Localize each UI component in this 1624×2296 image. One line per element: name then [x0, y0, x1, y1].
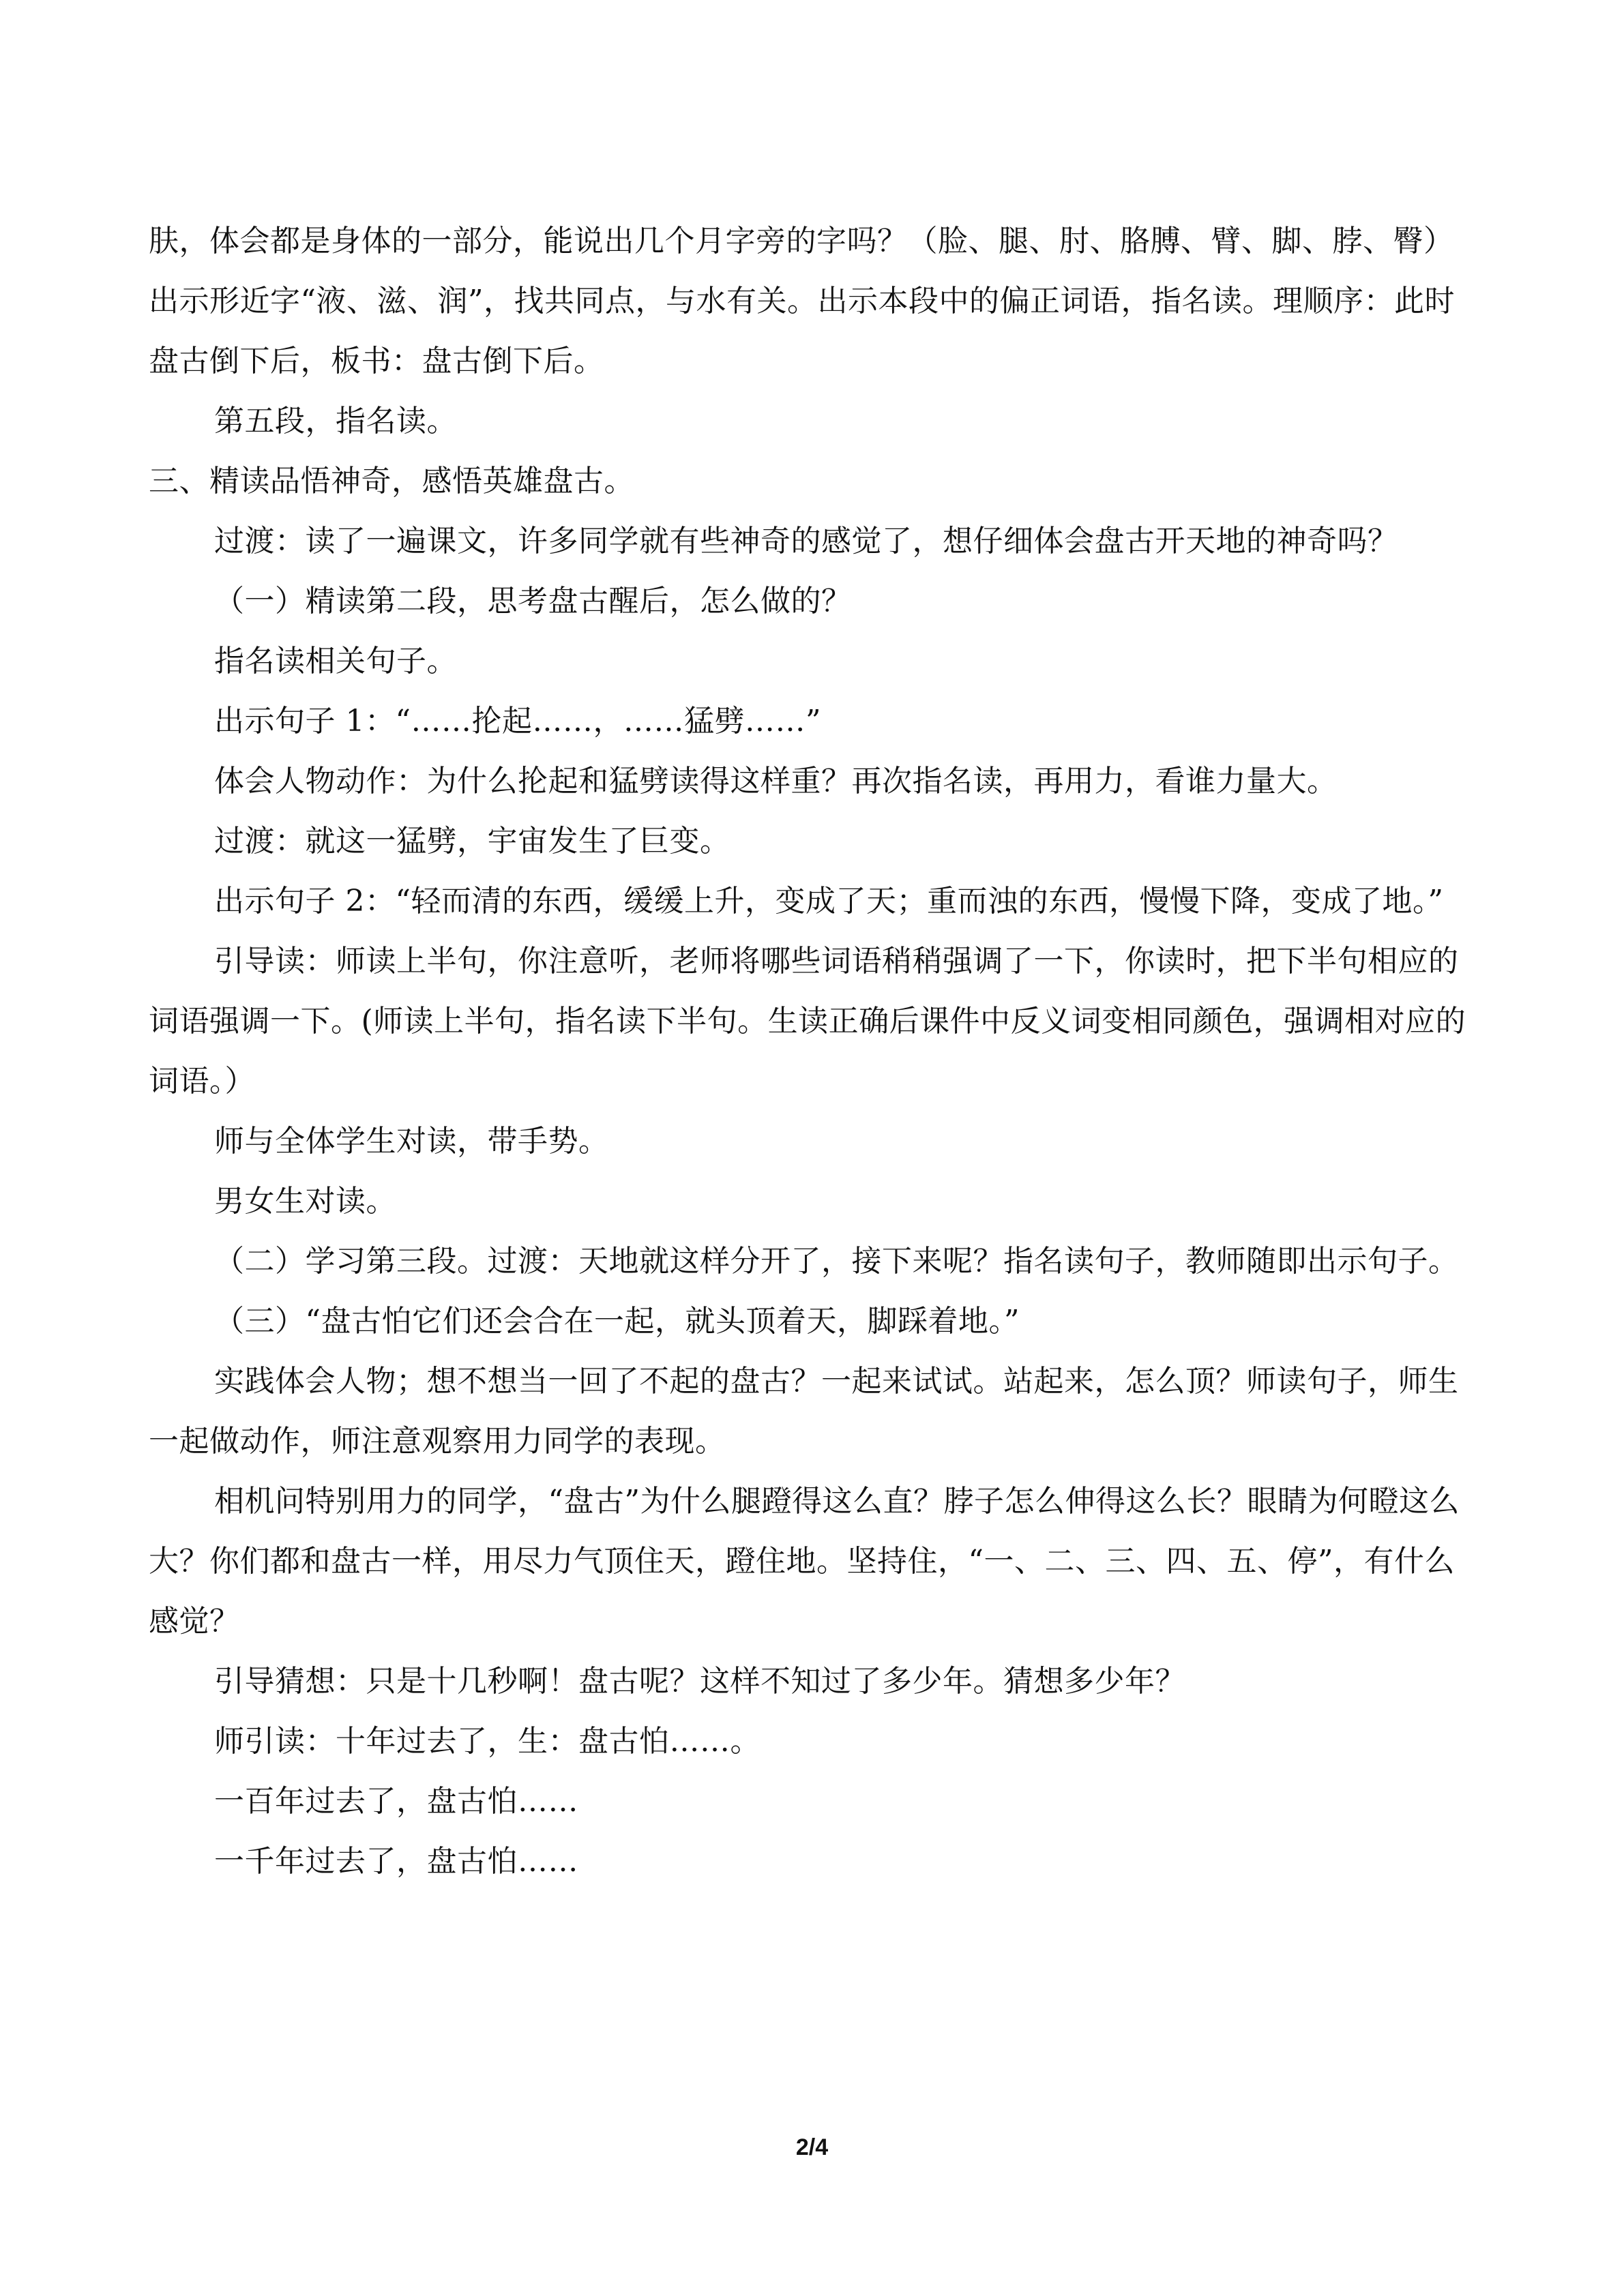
paragraph: 一百年过去了，盘古怕…… — [214, 1784, 578, 1819]
paragraph: （二）学习第三段。过渡：天地就这样分开了，接下来呢？指名读句子，教师随即出示句子。 — [214, 1244, 1459, 1279]
paragraph: 男女生对读。 — [214, 1184, 396, 1219]
paragraph: 三、精读品悟神奇，感悟英雄盘古。 — [149, 464, 634, 498]
paragraph: 肤，体会都是身体的一部分，能说出几个月字旁的字吗？（脸、腿、肘、胳膊、臂、脚、脖、臀）出示形近字“液、滋、润”，找共同点，与水有关。出示本段中的偏正词语，指名读。理顺序：此时盘古倒下后，板书：盘古倒下后。 — [149, 224, 1455, 378]
paragraph: 相机问特别用力的同学，“盘古”为什么腿蹬得这么直？脖子怎么伸得这么长？眼睛为何瞪这么大？你们都和盘古一样，用尽力气顶住天，蹬住地。坚持住，“一、二、三、四、五、停”，有什么感觉？ — [149, 1484, 1460, 1639]
paragraph: 引导读：师读上半句，你注意听，老师将哪些词语稍稍强调了一下，你读时，把下半句相应的词语强调一下。(师读上半句，指名读下半句。生读正确后课件中反义词变相同颜色，强调相对应的词语。） — [149, 944, 1466, 1099]
page-number: 2/4 — [795, 2134, 829, 2160]
paragraph: 师与全体学生对读，带手势。 — [214, 1124, 609, 1159]
paragraph: 出示句子 1：“……抡起……，……猛劈……” — [214, 704, 821, 739]
paragraph: 体会人物动作：为什么抡起和猛劈读得这样重？再次指名读，再用力，看谁力量大。 — [214, 764, 1338, 799]
paragraph: 实践体会人物；想不想当一回了不起的盘古？一起来试试。站起来，怎么顶？师读句子，师生一起做动作，师注意观察用力同学的表现。 — [149, 1364, 1459, 1459]
document-body — [149, 211, 1475, 1892]
paragraph: 过渡：读了一遍课文，许多同学就有些神奇的感觉了，想仔细体会盘古开天地的神奇吗？ — [214, 524, 1398, 558]
paragraph: 指名读相关句子。 — [214, 644, 457, 679]
paragraph: 引导猜想：只是十几秒啊！盘古呢？这样不知过了多少年。猜想多少年？ — [214, 1664, 1185, 1699]
paragraph: 出示句子 2：“轻而清的东西，缓缓上升，变成了天；重而浊的东西，慢慢下降，变成了地。” — [214, 884, 1444, 919]
paragraph: 过渡：就这一猛劈，宇宙发生了巨变。 — [214, 824, 730, 859]
paragraph: 师引读：十年过去了，生：盘古怕……。 — [214, 1724, 761, 1759]
paragraph: （三）“盘古怕它们还会合在一起，就头顶着天，脚踩着地。” — [214, 1304, 1020, 1339]
paragraph: 一千年过去了，盘古怕…… — [214, 1844, 578, 1879]
paragraph: 第五段，指名读。 — [214, 404, 457, 438]
paragraph: （一）精读第二段，思考盘古醒后，怎么做的？ — [214, 584, 852, 618]
